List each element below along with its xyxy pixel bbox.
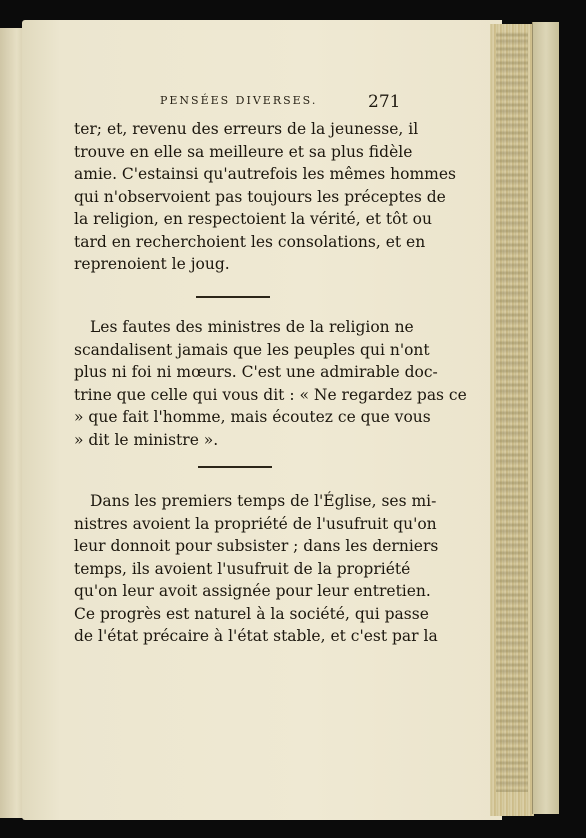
text-line: nistres avoient la propriété de l'usufruit qu'on <box>74 514 437 533</box>
text-line: leur donnoit pour subsister ; dans les derniers <box>74 537 439 555</box>
text-line: tard en recherchoient les consolations, et en <box>74 232 426 251</box>
text-line: » que fait l'homme, mais écoutez ce que vous <box>74 408 431 426</box>
text-line: la religion, en respectoient la vérité, et tôt ou <box>74 210 432 228</box>
text-line: qui n'observoient pas toujours les préceptes de <box>74 187 446 206</box>
text-line: Ce progrès est naturel à la société, qui passe <box>74 604 429 623</box>
text-line: amie. C'estainsi qu'autrefois les mêmes hommes <box>74 165 456 183</box>
text-line: reprenoient le joug. <box>74 255 230 273</box>
text-line: trouve en elle sa meilleure et sa plus fidèle <box>74 142 413 161</box>
section-divider <box>198 466 272 468</box>
text-line: temps, ils avoient l'usufruit de la propriété <box>74 559 411 578</box>
paragraph-2 <box>74 316 467 451</box>
page-number: 271 <box>368 92 401 112</box>
text-line: Dans les premiers temps de l'Église, ses mi- <box>90 492 437 510</box>
text-line: de l'état précaire à l'état stable, et c'est par la <box>74 627 438 645</box>
text-line: scandalisent jamais que les peuples qui n'ont <box>74 340 430 359</box>
text-line: ter; et, revenu des erreurs de la jeunesse, il <box>74 120 419 138</box>
running-header <box>160 92 410 112</box>
paragraph-1 <box>74 118 456 276</box>
text-line: trine que celle qui vous dit : « Ne regardez pas ce <box>74 385 467 404</box>
text-line: plus ni foi ni mœurs. C'est une admirable doc- <box>74 363 438 381</box>
text-line: » dit le ministre ». <box>74 430 219 449</box>
text-line: qu'on leur avoit assignée pour leur entretien. <box>74 582 431 600</box>
book-cover-edge <box>532 22 559 814</box>
text-line: Les fautes des ministres de la religion ne <box>90 318 414 336</box>
paragraph-3 <box>74 490 439 648</box>
running-title: PENSÉES DIVERSES. <box>160 94 318 107</box>
page-edge-foxing <box>496 32 528 792</box>
section-divider <box>196 296 270 298</box>
